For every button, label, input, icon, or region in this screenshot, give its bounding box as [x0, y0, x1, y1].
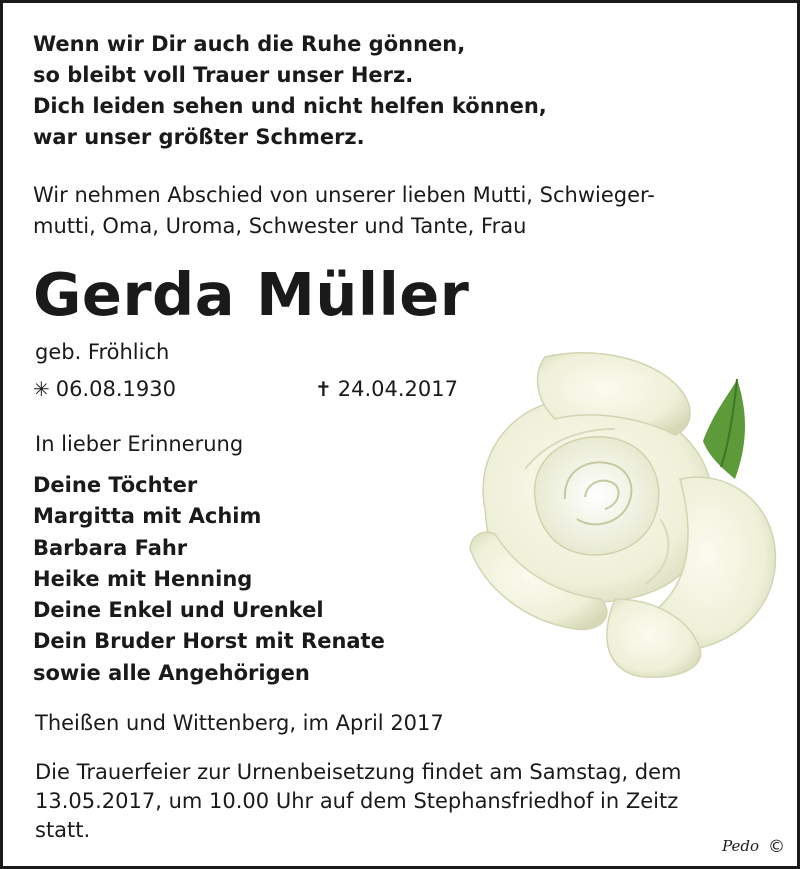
white-rose-image [465, 349, 783, 679]
ceremony-line: Die Trauerfeier zur Urnenbeisetzung findet am Samstag, dem [35, 760, 682, 784]
ceremony-line: statt. [35, 818, 91, 842]
death-date-group [315, 374, 458, 404]
birth-date: 06.08.1930 [55, 377, 177, 401]
mourner-item: sowie alle Angehörigen [33, 660, 310, 685]
place-and-date: Theißen und Wittenberg, im April 2017 [35, 711, 444, 735]
designer-signature: Pedo [722, 837, 759, 855]
mourner-item: Deine Töchter [33, 473, 198, 497]
death-date: 24.04.2017 [337, 377, 459, 401]
rose-leaf [703, 379, 745, 479]
mourner-item: Dein Bruder Horst mit Renate [33, 629, 385, 654]
memorial-poem [33, 29, 547, 153]
mourner-item: Deine Enkel und Urenkel [33, 598, 324, 623]
ceremony-line: 13.05.2017, um 10.00 Uhr auf dem Stephansfriedhof in Zeitz [35, 789, 679, 813]
intro-line: mutti, Oma, Uroma, Schwester und Tante, Frau [33, 214, 527, 238]
memory-line: In lieber Erinnerung [35, 432, 244, 456]
funeral-ceremony-info [35, 758, 780, 845]
birth-date-group [33, 374, 176, 404]
poem-line: Wenn wir Dir auch die Ruhe gönnen, [33, 32, 466, 56]
poem-line: war unser größter Schmerz. [33, 125, 365, 149]
intro-line: Wir nehmen Abschied von unserer lieben Mutti, Schwieger- [33, 183, 655, 207]
rose-center [535, 437, 659, 555]
mourner-item: Heike mit Henning [33, 566, 253, 591]
copyright-icon: © [768, 837, 785, 857]
maiden-name: geb. Fröhlich [35, 340, 170, 364]
mourners-list [33, 470, 385, 689]
mourner-item: Margitta mit Achim [33, 504, 262, 529]
poem-line: so bleibt voll Trauer unser Herz. [33, 63, 414, 87]
death-cross-icon: ✝ [315, 377, 332, 401]
mourner-item: Barbara Fahr [33, 535, 188, 560]
deceased-name: Gerda Müller [33, 260, 470, 329]
farewell-intro [33, 180, 773, 242]
birth-star-icon: ✳ [33, 377, 50, 401]
poem-line: Dich leiden sehen und nicht helfen können, [33, 94, 547, 118]
